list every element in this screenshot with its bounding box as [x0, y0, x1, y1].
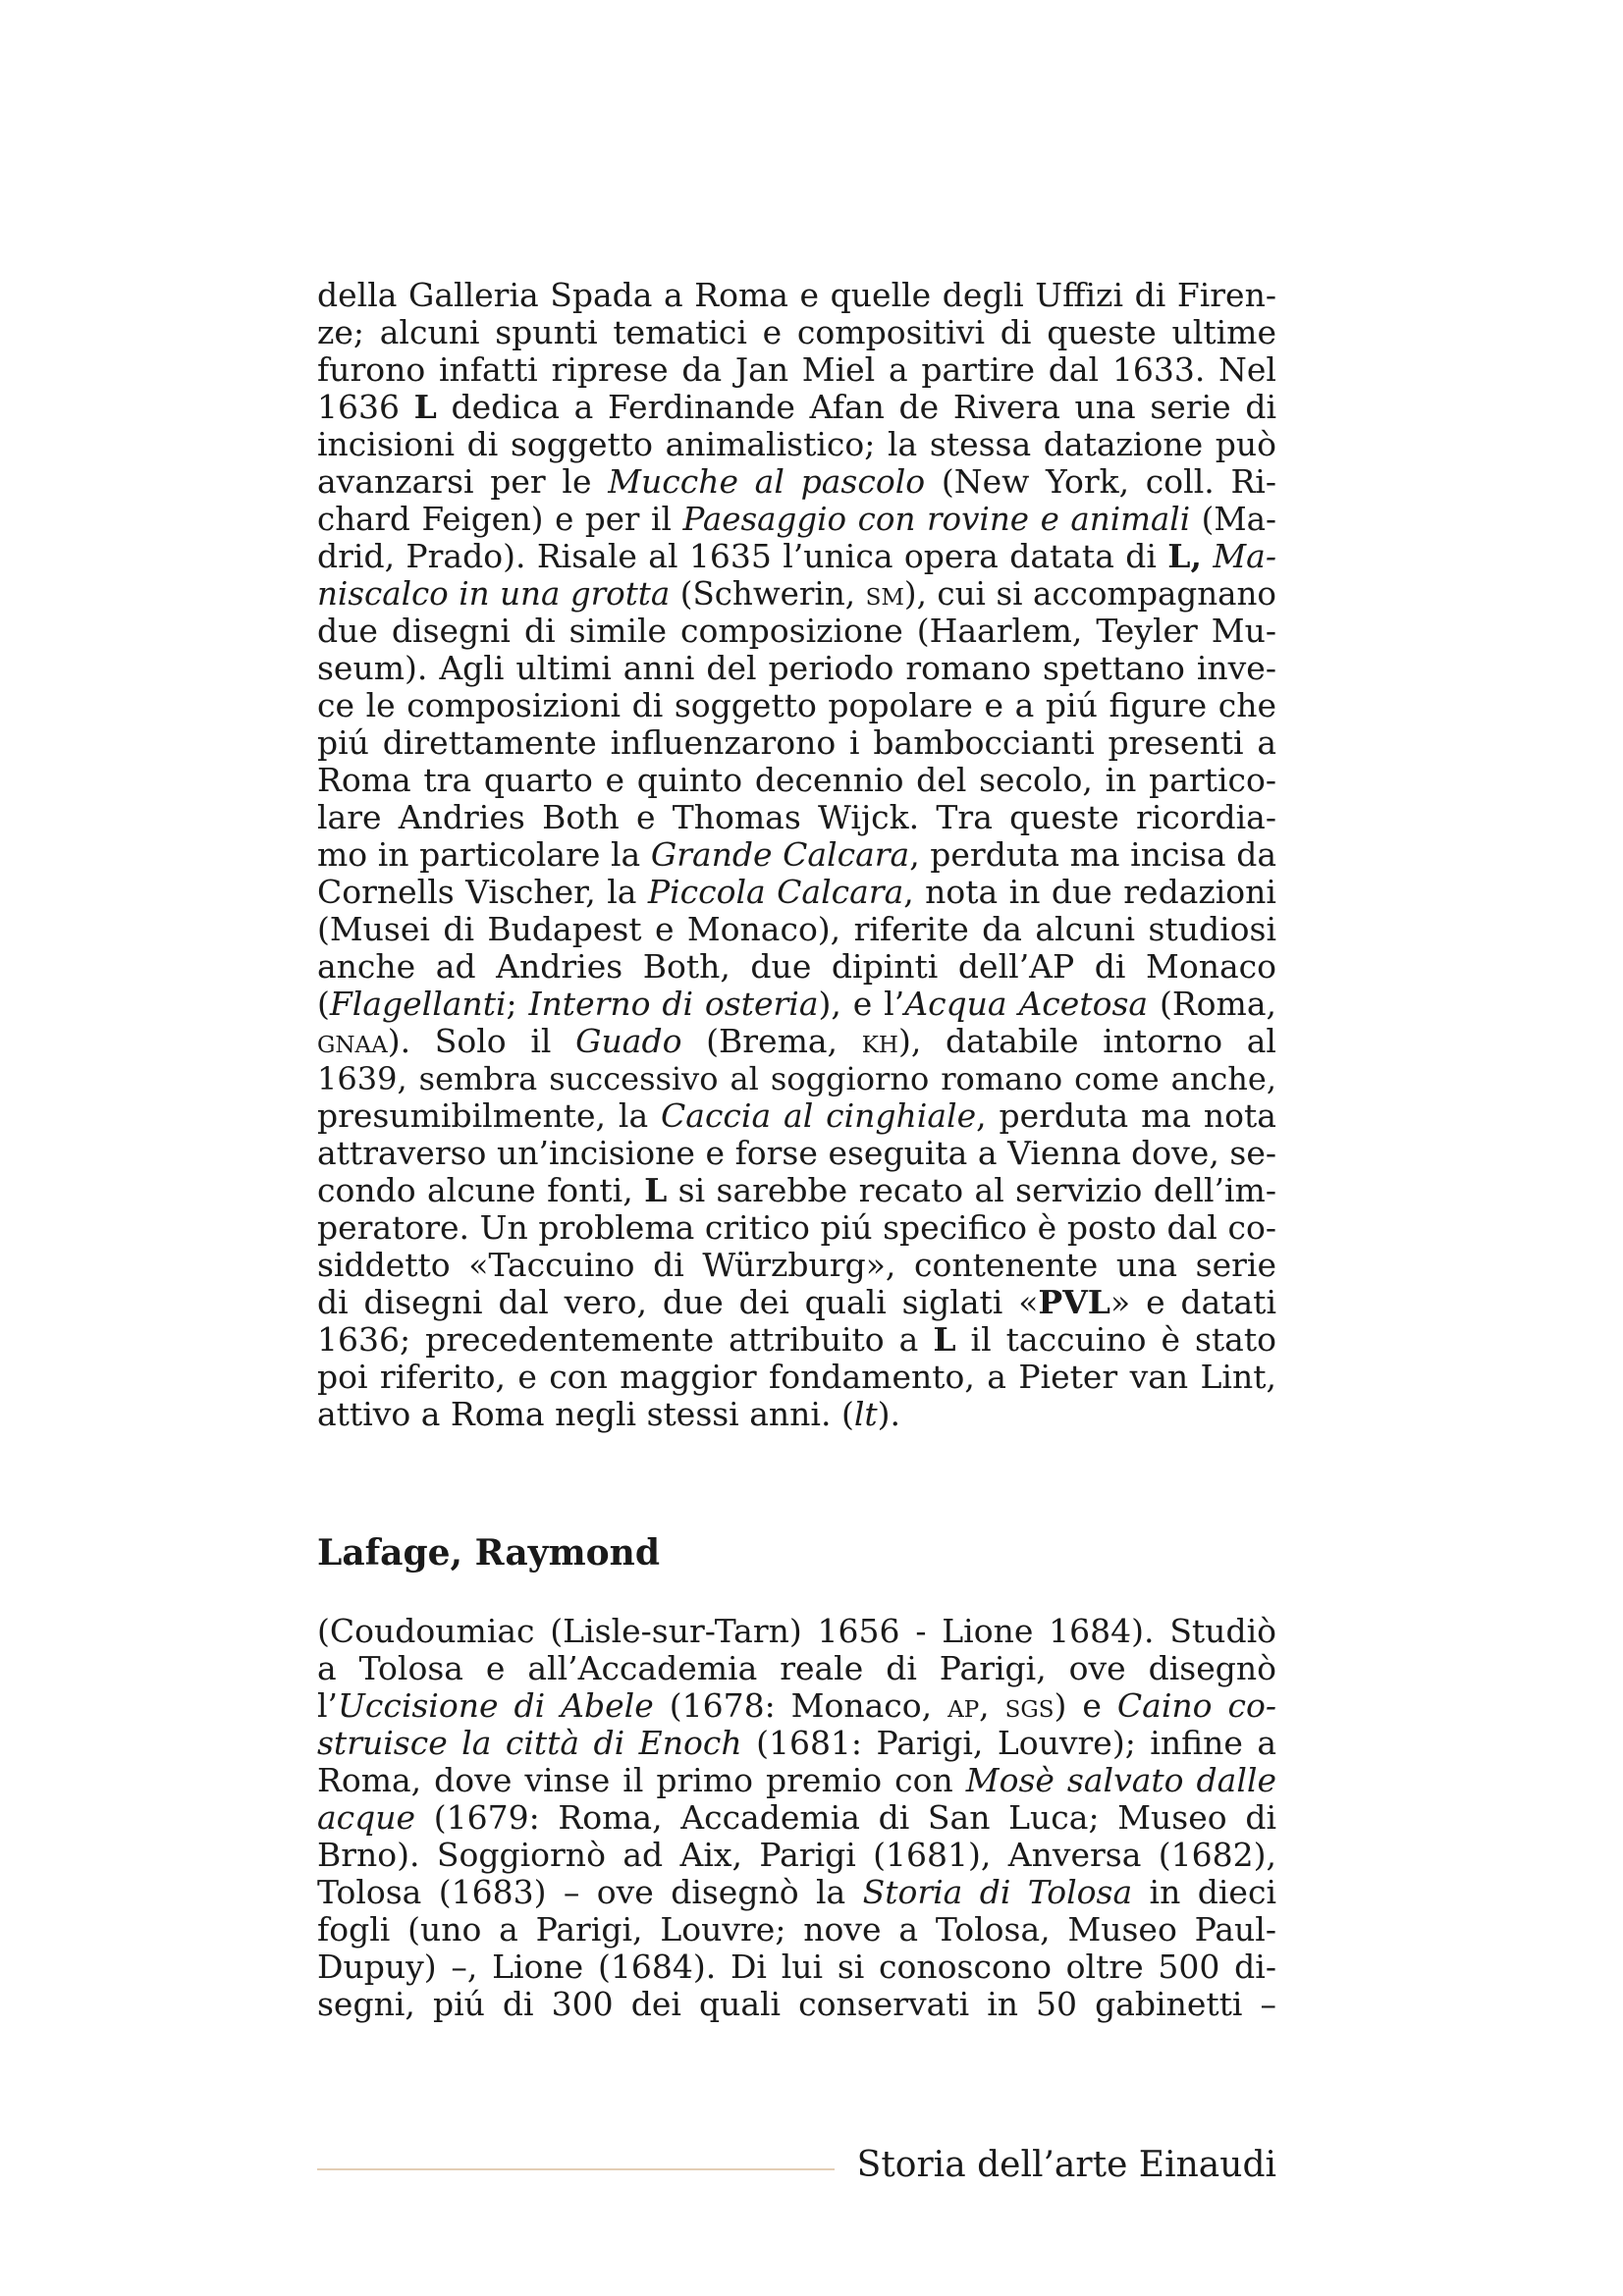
italic-text: Flagellanti	[329, 985, 507, 1023]
bold-text: L,	[1167, 537, 1202, 575]
text-run: ), databile intorno al	[897, 1022, 1276, 1060]
text-run: (Ma-	[1190, 501, 1276, 538]
text-run	[1202, 537, 1213, 575]
italic-text: Piccola Calcara	[647, 873, 904, 911]
text-line	[317, 463, 1276, 501]
text-line	[317, 650, 1276, 687]
text-line	[317, 986, 1276, 1023]
text-line	[317, 1949, 1276, 1986]
text-run: (1681: Parigi, Louvre); infine a	[741, 1724, 1276, 1762]
italic-text: struisce la città di Enoch	[317, 1724, 742, 1762]
text-run: ), e l’	[818, 985, 905, 1023]
text-run: ), cui si accompagnano	[903, 575, 1276, 613]
text-run: Dupuy) –, Lione (1684). Di lui si conoscono oltre 500 di-	[317, 1948, 1276, 1986]
small-caps-text: sgs	[1004, 1686, 1055, 1725]
text-line	[317, 1874, 1276, 1911]
text-line	[317, 1247, 1276, 1284]
text-run: lare Andries Both e Thomas Wijck. Tra queste ricordia-	[317, 798, 1276, 836]
text-line	[317, 687, 1276, 724]
italic-text: Acqua Acetosa	[904, 985, 1149, 1023]
text-run: (Schwerin,	[670, 575, 866, 613]
small-caps-text: gnaa	[317, 1022, 388, 1060]
text-run: furono infatti riprese da Jan Miel a partire dal 1633. Nel	[317, 350, 1276, 389]
text-run: avanzarsi per le	[317, 462, 609, 501]
text-run: fogli (uno a Parigi, Louvre; nove a Tolosa, Museo Paul-	[317, 1910, 1276, 1949]
italic-text: Storia di Tolosa	[862, 1873, 1133, 1911]
small-caps-text: kh	[861, 1022, 898, 1060]
body-paragraph-2	[317, 1613, 1276, 2023]
text-run: seum). Agli ultimi anni del periodo romano spettano inve-	[317, 649, 1276, 687]
small-caps-text: ap	[947, 1686, 980, 1725]
text-run: (1678: Monaco,	[653, 1686, 948, 1725]
text-line	[317, 1321, 1276, 1359]
text-line	[317, 575, 1276, 613]
italic-text: Caccia al cinghiale	[661, 1096, 977, 1135]
text-line	[317, 724, 1276, 762]
text-run: , perduta ma incisa da	[909, 835, 1276, 874]
text-line	[317, 1687, 1276, 1725]
text-run: (1679: Roma, Accademia di San Luca; Museo di	[415, 1798, 1276, 1837]
text-run: ).	[877, 1395, 901, 1433]
footer-title: Storia dell’arte Einaudi	[856, 2145, 1276, 2185]
text-run: dedica a Ferdinande Afan de Rivera una serie di	[436, 388, 1276, 426]
text-line	[317, 1396, 1276, 1433]
text-run: ,	[979, 1686, 1005, 1725]
text-line	[317, 1986, 1276, 2023]
text-run: l’	[317, 1686, 339, 1725]
text-line	[317, 613, 1276, 650]
text-run: , perduta ma nota	[976, 1096, 1276, 1135]
text-run: peratore. Un problema critico piú specifico è posto dal co-	[317, 1208, 1276, 1247]
italic-text: Ma-	[1213, 537, 1276, 575]
text-line	[317, 911, 1276, 948]
text-run: della Galleria Spada a Roma e quelle degli Uffizi di Firen-	[317, 276, 1276, 314]
text-line	[317, 1762, 1276, 1799]
text-line	[317, 1097, 1276, 1135]
text-line	[317, 1209, 1276, 1247]
text-run: ). Solo il	[387, 1022, 576, 1060]
text-run: Roma, dove vinse il primo premio con	[317, 1761, 966, 1799]
text-run: chard Feigen) e per il	[317, 501, 683, 538]
italic-text: Interno di osteria	[528, 985, 819, 1023]
italic-text: Mosè salvato dalle	[965, 1761, 1276, 1799]
italic-text: Guado	[575, 1022, 682, 1060]
text-run: attivo a Roma negli stessi anni. (	[317, 1395, 854, 1433]
text-run: drid, Prado). Risale al 1635 l’unica opera datata di	[317, 537, 1168, 575]
text-run: anche ad Andries Both, due dipinti dell’AP di Monaco	[317, 947, 1276, 986]
text-line	[317, 1911, 1276, 1949]
text-line	[317, 762, 1276, 799]
text-line	[317, 948, 1276, 986]
text-line	[317, 1650, 1276, 1687]
text-run: il taccuino è stato	[955, 1320, 1276, 1359]
italic-text: Uccisione di Abele	[338, 1686, 654, 1725]
text-run: si sarebbe recato al servizio dell’im-	[667, 1171, 1276, 1209]
text-line	[317, 1023, 1276, 1060]
italic-text: Mucche al pascolo	[608, 462, 926, 501]
text-run: poi riferito, e con maggior fondamento, a Pieter van Lint,	[317, 1358, 1276, 1396]
text-run: 1636	[317, 388, 414, 426]
text-run: Brno). Soggiornò ad Aix, Parigi (1681), Anversa (1682),	[317, 1836, 1276, 1874]
text-run: attraverso un’incisione e forse eseguita a Vienna dove, se-	[317, 1134, 1276, 1172]
italic-text: lt	[853, 1395, 878, 1433]
text-line	[317, 836, 1276, 874]
text-run: in dieci	[1132, 1873, 1276, 1911]
text-line	[317, 1284, 1276, 1321]
text-line	[317, 277, 1276, 314]
text-run: due disegni di simile composizione (Haarlem, Teyler Mu-	[317, 612, 1276, 650]
italic-text: niscalco in una grotta	[317, 575, 671, 613]
italic-text: acque	[317, 1798, 416, 1837]
text-run: , nota in due redazioni	[903, 873, 1276, 911]
text-line	[317, 351, 1276, 389]
text-line	[317, 1799, 1276, 1837]
text-line	[317, 1172, 1276, 1209]
text-line	[317, 314, 1276, 351]
text-line	[317, 1725, 1276, 1762]
text-run: 1639, sembra successivo al soggiorno romano come anche,	[317, 1060, 1276, 1097]
small-caps-text: sm	[865, 575, 904, 613]
text-run: (Musei di Budapest e Monaco), riferite da alcuni studiosi	[317, 910, 1276, 948]
text-run: piú direttamente influenzarono i bamboccianti presenti a	[317, 723, 1276, 762]
bold-text: L	[933, 1320, 956, 1359]
italic-text: Grande Calcara	[650, 835, 910, 874]
text-line	[317, 538, 1276, 575]
text-run: siddetto «Taccuino di Würzburg», contenente una serie	[317, 1246, 1276, 1284]
text-run: di disegni dal vero, due dei quali siglati «	[317, 1283, 1039, 1321]
bold-text: PVL	[1038, 1283, 1111, 1321]
text-run: ) e	[1054, 1686, 1117, 1725]
italic-text: Paesaggio con rovine e animali	[682, 501, 1191, 538]
entry-heading: Lafage, Raymond	[317, 1532, 661, 1574]
bold-text: L	[644, 1171, 668, 1209]
text-run: ce le composizioni di soggetto popolare e a piú figure che	[317, 686, 1276, 724]
text-run: Cornells Vischer, la	[317, 873, 648, 911]
text-run: segni, piú di 300 dei quali conservati in 50 gabinetti –	[317, 1985, 1276, 2023]
text-line	[317, 1613, 1276, 1650]
text-run: incisioni di soggetto animalistico; la stessa datazione può	[317, 425, 1276, 463]
italic-text: Caino co-	[1116, 1686, 1277, 1725]
text-line	[317, 1135, 1276, 1172]
text-run: ;	[506, 985, 529, 1023]
bold-text: L	[413, 388, 437, 426]
text-run: presumibilmente, la	[317, 1096, 662, 1135]
text-line	[317, 426, 1276, 463]
text-line	[317, 1837, 1276, 1874]
text-line	[317, 501, 1276, 538]
footer-rule	[317, 2168, 835, 2170]
text-run: a Tolosa e all’Accademia reale di Parigi, ove disegnò	[317, 1649, 1276, 1687]
text-run: (Brema,	[681, 1022, 862, 1060]
text-run: » e datati	[1110, 1283, 1276, 1321]
text-run: ze; alcuni spunti tematici e compositivi di queste ultime	[317, 313, 1276, 351]
text-run: Tolosa (1683) – ove disegnò la	[317, 1873, 863, 1911]
text-line	[317, 1359, 1276, 1396]
text-run: 1636; precedentemente attribuito a	[317, 1320, 934, 1359]
text-line	[317, 1060, 1276, 1097]
body-paragraph-1	[317, 277, 1276, 1433]
text-run: mo in particolare la	[317, 835, 651, 874]
text-line	[317, 799, 1276, 836]
text-line	[317, 874, 1276, 911]
text-run: (New York, coll. Ri-	[925, 462, 1276, 501]
text-run: (Roma,	[1148, 985, 1276, 1023]
text-run: condo alcune fonti,	[317, 1171, 645, 1209]
text-run: (Coudoumiac (Lisle-sur-Tarn) 1656 - Lione 1684). Studiò	[317, 1612, 1276, 1650]
text-run: (	[317, 985, 330, 1023]
text-run: Roma tra quarto e quinto decennio del secolo, in partico-	[317, 761, 1276, 799]
text-line	[317, 389, 1276, 426]
